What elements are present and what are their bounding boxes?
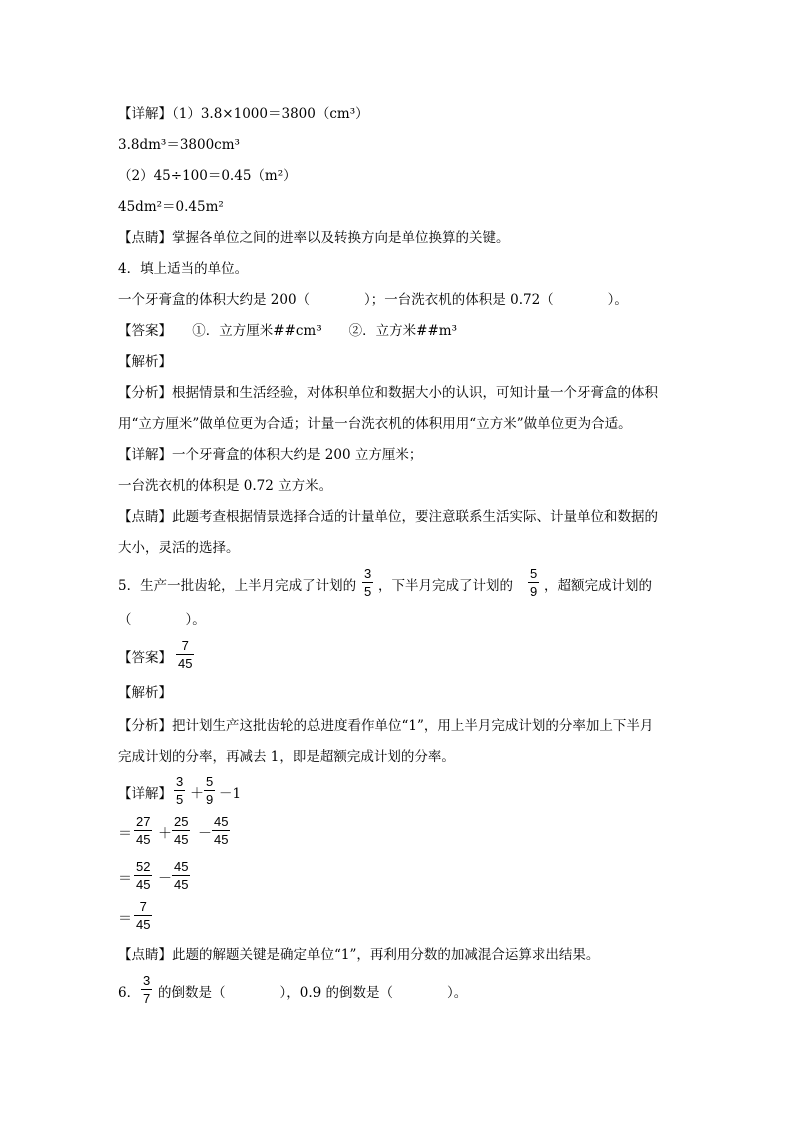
question-4-detail-line-2: 一台洗衣机的体积是 0.72 立方米。 [118, 478, 333, 494]
step-2-fraction-c [212, 814, 230, 847]
detail-line-1: 【详解】（1）3.8×1000＝3800（cm³） [118, 106, 369, 122]
question-4-answer: 【答案】 ①．立方厘米##cm³ ②．立方米##m³ [118, 323, 457, 339]
fraction-numerator: 7 [181, 638, 189, 653]
equals-sign: ＝ [118, 911, 132, 927]
plus-sign: ＋ [158, 826, 172, 842]
question-5-answer-fraction [176, 638, 194, 671]
question-6-text: 的倒数是（ ），0.9 的倒数是（ ）。 [158, 985, 468, 1001]
step-1-fraction-a [174, 774, 185, 807]
fraction-denominator: 7 [143, 991, 151, 1006]
fraction-bar [212, 830, 230, 831]
question-4-comment-line-2: 大小，灵活的选择。 [118, 540, 240, 556]
minus-sign: － [158, 871, 172, 887]
question-5-text-c: ，超额完成计划的 [544, 578, 652, 594]
question-5-blank: （ ）。 [118, 612, 206, 628]
question-6-fraction [141, 973, 152, 1006]
step-2-fraction-a [134, 814, 152, 847]
equals-sign: ＝ [118, 871, 132, 887]
question-4-text: 一个牙膏盒的体积大约是 200（ ）；一台洗衣机的体积是 0.72（ ）。 [118, 292, 628, 308]
fraction-numerator: 5 [206, 774, 214, 789]
fraction-denominator: 45 [136, 832, 151, 847]
step-3-fraction-b [172, 859, 190, 892]
fraction-numerator: 3 [176, 774, 184, 789]
comment-line: 【点睛】掌握各单位之间的进率以及转换方向是单位换算的关键。 [118, 230, 510, 246]
detail-line-4: 45dm²＝0.45m² [118, 199, 224, 215]
fraction-bar [172, 830, 190, 831]
fraction-numerator: 7 [139, 899, 147, 914]
question-4-analysis-heading: 【解析】 [118, 354, 172, 370]
fraction-denominator: 5 [364, 584, 372, 599]
equals-sign: ＝ [118, 826, 132, 842]
question-5-analysis-line-1: 【分析】把计划生产这批齿轮的总进度看作单位“1”，用上半月完成计划的分率加上下半月 [118, 718, 654, 734]
detail-line-3: （2）45÷100＝0.45（m²） [118, 168, 297, 184]
detail-line-2: 3.8dm³＝3800cm³ [118, 137, 240, 153]
fraction-numerator: 5 [530, 566, 538, 581]
fraction-bar [172, 875, 190, 876]
step-2-fraction-b [172, 814, 190, 847]
fraction-denominator: 5 [176, 792, 184, 807]
fraction-numerator: 45 [214, 814, 229, 829]
step-1-fraction-b [204, 774, 215, 807]
fraction-bar [528, 582, 539, 583]
question-5-fraction-first [362, 566, 373, 599]
fraction-denominator: 45 [136, 877, 151, 892]
fraction-denominator: 45 [214, 832, 229, 847]
fraction-numerator: 52 [136, 859, 151, 874]
fraction-denominator: 45 [178, 656, 193, 671]
question-5-comment: 【点睛】此题的解题关键是确定单位“1”，再利用分数的加减混合运算求出结果。 [118, 947, 600, 963]
question-5-answer-label: 【答案】 [118, 650, 172, 666]
minus-sign: － [198, 826, 212, 842]
question-4-detail-line-1: 【详解】一个牙膏盒的体积大约是 200 立方厘米； [118, 447, 423, 463]
fraction-bar [362, 582, 373, 583]
fraction-bar [134, 875, 152, 876]
question-6-number: 6． [118, 985, 141, 1001]
question-5-text-a: 5．生产一批齿轮，上半月完成了计划的 [118, 578, 357, 594]
question-5-fraction-second [528, 566, 539, 599]
fraction-denominator: 45 [174, 832, 189, 847]
fraction-denominator: 45 [174, 877, 189, 892]
plus-sign: ＋ [190, 786, 204, 802]
fraction-denominator: 9 [530, 584, 538, 599]
fraction-bar [141, 989, 152, 990]
fraction-numerator: 3 [364, 566, 372, 581]
question-4-analysis-line-2: 用“立方厘米”做单位更为合适；计量一台洗衣机的体积用用“立方米”做单位更为合适。 [118, 416, 632, 432]
step-1-tail: －1 [219, 786, 242, 802]
question-5-detail-label: 【详解】 [118, 786, 172, 802]
fraction-numerator: 3 [143, 973, 151, 988]
question-4-analysis-line-1: 【分析】根据情景和生活经验，对体积单位和数据大小的认识，可知计量一个牙膏盒的体积 [118, 385, 658, 401]
fraction-numerator: 27 [136, 814, 151, 829]
fraction-bar [174, 790, 185, 791]
step-4-fraction [134, 899, 152, 932]
fraction-denominator: 45 [136, 917, 151, 932]
step-3-fraction-a [134, 859, 152, 892]
fraction-numerator: 45 [174, 859, 189, 874]
question-5-text-b: ，下半月完成了计划的 [378, 578, 513, 594]
question-5-analysis-line-2: 完成计划的分率，再减去 1，即是超额完成计划的分率。 [118, 749, 455, 765]
question-4-comment-line-1: 【点睛】此题考查根据情景选择合适的计量单位，要注意联系生活实际、计量单位和数据的 [118, 509, 658, 525]
fraction-numerator: 25 [174, 814, 189, 829]
fraction-bar [134, 915, 152, 916]
fraction-bar [204, 790, 215, 791]
question-5-analysis-heading: 【解析】 [118, 685, 172, 701]
question-4-title: 4．填上适当的单位。 [118, 261, 249, 277]
fraction-bar [176, 654, 194, 655]
fraction-denominator: 9 [206, 792, 214, 807]
fraction-bar [134, 830, 152, 831]
